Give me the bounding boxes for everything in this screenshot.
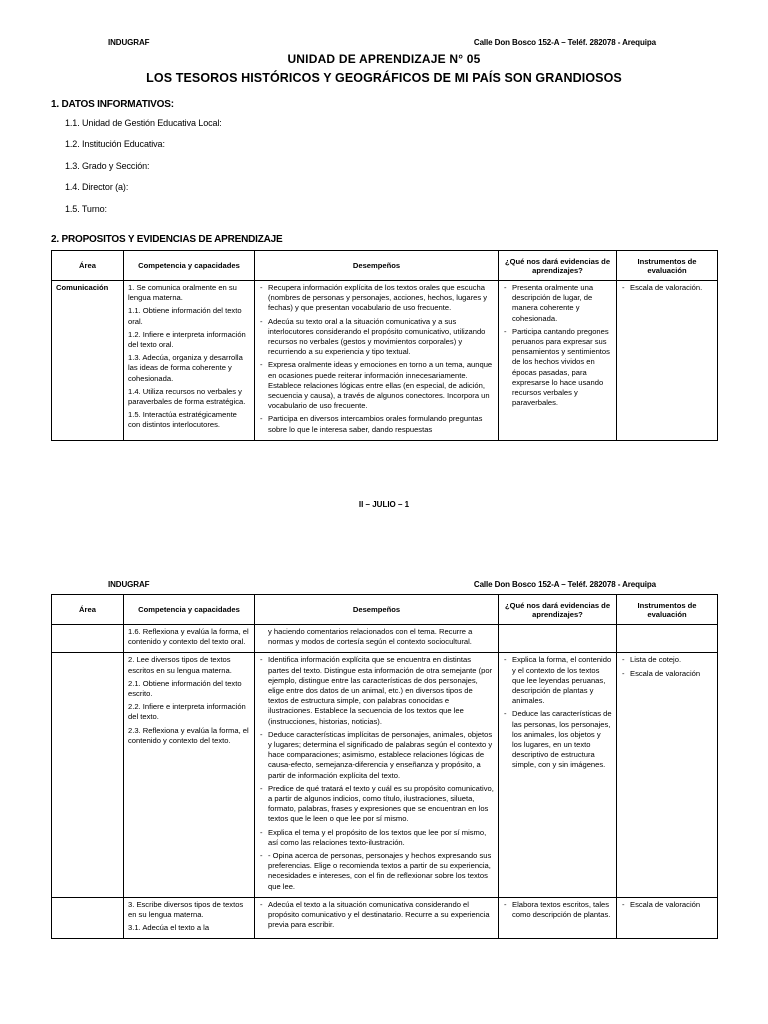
desempeno-continuation: y haciendo comentarios relacionados con el tema. Recurre a normas y modos de cortesía según el contexto sociocultural. — [268, 627, 473, 647]
capacidad-item: 1.5. Interactúa estratégicamente con distintos interlocutores. — [128, 410, 237, 430]
evidencia-item: - Elabora textos escritos, tales como descripción de plantas. — [503, 900, 612, 920]
table-viewport-page1 — [0, 250, 768, 486]
capacidades-cell — [124, 281, 255, 441]
info-item: 1.5. Turno: — [65, 204, 107, 214]
header-evidencias: ¿Qué nos dará evidencias de aprendizajes? — [499, 595, 617, 625]
table-row — [52, 897, 718, 939]
capacidad-item: 2. Lee diversos tipos de textos escritos en su lengua materna. — [128, 655, 232, 675]
capacidad-item: 1. Se comunica oralmente en su lengua materna. — [128, 283, 237, 303]
header-desempenos: Desempeños — [255, 595, 499, 625]
header-instrumentos: Instrumentos de evaluación — [617, 251, 718, 281]
page-header — [108, 580, 656, 592]
info-item: 1.4. Director (a): — [65, 182, 129, 192]
evidencia-item: - Presenta oralmente una descripción de lugar, de manera coherente y cohesionada. — [503, 283, 612, 324]
instrumentos-cell — [617, 897, 718, 939]
evidencia-item: - Explica la forma, el contenido y el contexto de los textos que lee leyendas peruanas, descripción de plantas y animales. — [503, 655, 612, 706]
document-page-2 — [0, 570, 768, 1024]
desempeno-item: - Explica el tema y el propósito de los textos que lee por sí mismo, así como las relaciones texto-ilustración. — [259, 828, 494, 848]
learning-table-page2 — [51, 594, 718, 939]
area-cell — [52, 897, 124, 939]
desempeno-item: - Identifica información explícita que se encuentra en distintas partes del texto. Distingue esta información de otra semejante (por ejemplo, distingue entre las características de dos personajes, elige entre dos datos de un animal, etc.) en diversos tipos de textos de estructura simple, con palabras conocidas e ilustraciones. Establece la secuencia de los textos que lee (instrucciones, historias, noticias). — [259, 655, 494, 726]
unit-subtitle: LOS TESOROS HISTÓRICOS Y GEOGRÁFICOS DE MI PAÍS SON GRANDIOSOS — [146, 71, 622, 85]
evidencia-item: - Participa cantando pregones peruanos para expresar sus pensamientos y sentimientos de los hechos vividos en épocas pasadas, para expresarse lo hace usando recursos verbales y paraverbales. — [503, 327, 612, 409]
section-heading-datos: 1. DATOS INFORMATIVOS: — [51, 99, 174, 110]
info-item: 1.3. Grado y Sección: — [65, 161, 150, 171]
table-header-row — [52, 251, 718, 281]
desempenos-cell — [255, 897, 499, 939]
capacidades-cell — [124, 625, 255, 653]
page-gap — [0, 530, 768, 570]
header-desempenos: Desempeños — [255, 251, 499, 281]
company-address: Calle Don Bosco 152-A – Teléf. 282078 - Arequipa — [473, 38, 656, 47]
instrumento-item: - Lista de cotejo. — [621, 655, 713, 665]
capacidad-item: 1.3. Adecúa, organiza y desarrolla las ideas de forma coherente y cohesionada. — [128, 353, 243, 383]
desempeno-item: - Adecúa el texto a la situación comunicativa considerando el propósito comunicativo y el destinatario. Recurre a su experiencia previa para escribir. — [259, 900, 494, 931]
capacidad-item: 1.1. Obtiene información del texto oral. — [128, 306, 242, 326]
capacidad-item: 3.1. Adecúa el texto a la — [128, 923, 210, 933]
capacidad-item: 2.3. Reflexiona y evalúa la forma, el contenido y contexto del texto. — [128, 725, 249, 745]
company-name: INDUGRAF — [108, 580, 150, 589]
instrumentos-cell — [617, 653, 718, 897]
evidencia-item: - Deduce las características de las personas, los personajes, los animales, los objetos y los lugares, en un texto descriptivo de estructura simple, con y sin imágenes. — [503, 709, 612, 770]
capacidad-item: 1.2. Infiere e interpreta información del texto oral. — [128, 329, 246, 350]
evidencias-cell — [499, 281, 617, 441]
desempenos-cell — [255, 653, 499, 897]
desempeno-item: - Deduce características implícitas de personajes, animales, objetos y lugares; determina el significado de palabras según el contexto y hace comparaciones; asimismo, establece relaciones lógicas de causa-efecto, semejanza-diferencia y enseñanza y propósito, a partir de información explícita del texto. — [259, 730, 494, 781]
capacidades-cell — [124, 897, 255, 939]
desempeno-item: - Expresa oralmente ideas y emociones en torno a un tema, aunque en ocasiones puede reiterar información innecesariamente. Establece relaciones lógicas entre ellas (en especial, de adición, secuencia y causa), a través de algunos conectores. Incorpora un vocabulario de uso frecuente. — [259, 360, 494, 411]
instrumento-item: - Escala de valoración. — [621, 283, 713, 293]
section-heading-propositos: 2. PROPOSITOS Y EVIDENCIAS DE APRENDIZAJE — [51, 234, 283, 245]
capacidad-item: 1.4. Utiliza recursos no verbales y paraverbales de forma estratégica. — [128, 386, 246, 407]
table-row — [52, 625, 718, 653]
desempeno-item: - Predice de qué tratará el texto y cuál es su propósito comunicativo, a partir de algunos indicios, como título, ilustraciones, silueta, formato, palabras, frases y expresiones que se encuentran en los textos que le leen o que lee por sí mismo. — [259, 784, 494, 825]
desempeno-item: - Adecúa su texto oral a la situación comunicativa y a sus interlocutores considerando el propósito comunicativo, utilizando recursos no verbales (gestos y movimientos corporales) y recurriendo a su experiencia y tipo textual. — [259, 317, 494, 358]
header-evidencias: ¿Qué nos dará evidencias de aprendizajes? — [499, 251, 617, 281]
capacidad-item: 2.1. Obtiene información del texto escrito. — [128, 678, 242, 699]
desempenos-cell — [255, 625, 499, 653]
instrumentos-cell — [617, 625, 718, 653]
evidencias-cell — [499, 653, 617, 897]
page-header — [108, 38, 656, 50]
evidencias-cell — [499, 625, 617, 653]
instrumento-item: - Escala de valoración — [621, 669, 713, 679]
table-header-row — [52, 595, 718, 625]
instrumento-item: - Escala de valoración — [621, 900, 713, 910]
header-area: Área — [52, 595, 124, 625]
capacidades-cell — [124, 653, 255, 897]
capacidad-item: 3. Escribe diversos tipos de textos en su lengua materna. — [128, 899, 244, 920]
evidencias-cell — [499, 897, 617, 939]
capacidad-item: 1.6. Reflexiona y evalúa la forma, el contenido y contexto del texto oral. — [128, 627, 249, 647]
desempeno-item: - - Opina acerca de personas, personajes y hechos expresando sus preferencias. Elige o recomienda textos a partir de su experiencia, necesidades e intereses, con el fin de reflexionar sobre los textos que lee. — [259, 851, 494, 892]
header-competencia: Competencia y capacidades — [124, 595, 255, 625]
capacidad-item: 2.2. Infiere e interpreta información del texto. — [128, 702, 246, 722]
unit-title: UNIDAD DE APRENDIZAJE N° 05 — [287, 52, 481, 66]
info-item: 1.1. Unidad de Gestión Educativa Local: — [65, 118, 222, 128]
table-row — [52, 653, 718, 897]
desempeno-item: - Recupera información explícita de los textos orales que escucha (nombres de personas y personajes, acciones, hechos, lugares y fechas) y que presentan vocabulario de uso frecuente. — [259, 283, 494, 314]
info-item: 1.2. Institución Educativa: — [65, 139, 165, 149]
company-name: INDUGRAF — [108, 38, 150, 47]
page-footer: II – JULIO – 1 — [358, 500, 410, 509]
learning-table-page1 — [51, 250, 718, 441]
area-cell — [52, 653, 124, 897]
desempeno-item: - Participa en diversos intercambios orales formulando preguntas sobre lo que le interesa saber, dando respuestas — [259, 414, 494, 434]
instrumentos-cell — [617, 281, 718, 441]
desempenos-cell — [255, 281, 499, 441]
area-cell: Comunicación — [52, 281, 124, 441]
header-area: Área — [52, 251, 124, 281]
company-address: Calle Don Bosco 152-A – Teléf. 282078 - Arequipa — [473, 580, 656, 589]
area-cell — [52, 625, 124, 653]
header-instrumentos: Instrumentos de evaluación — [617, 595, 718, 625]
header-competencia: Competencia y capacidades — [124, 251, 255, 281]
table-row — [52, 281, 718, 441]
